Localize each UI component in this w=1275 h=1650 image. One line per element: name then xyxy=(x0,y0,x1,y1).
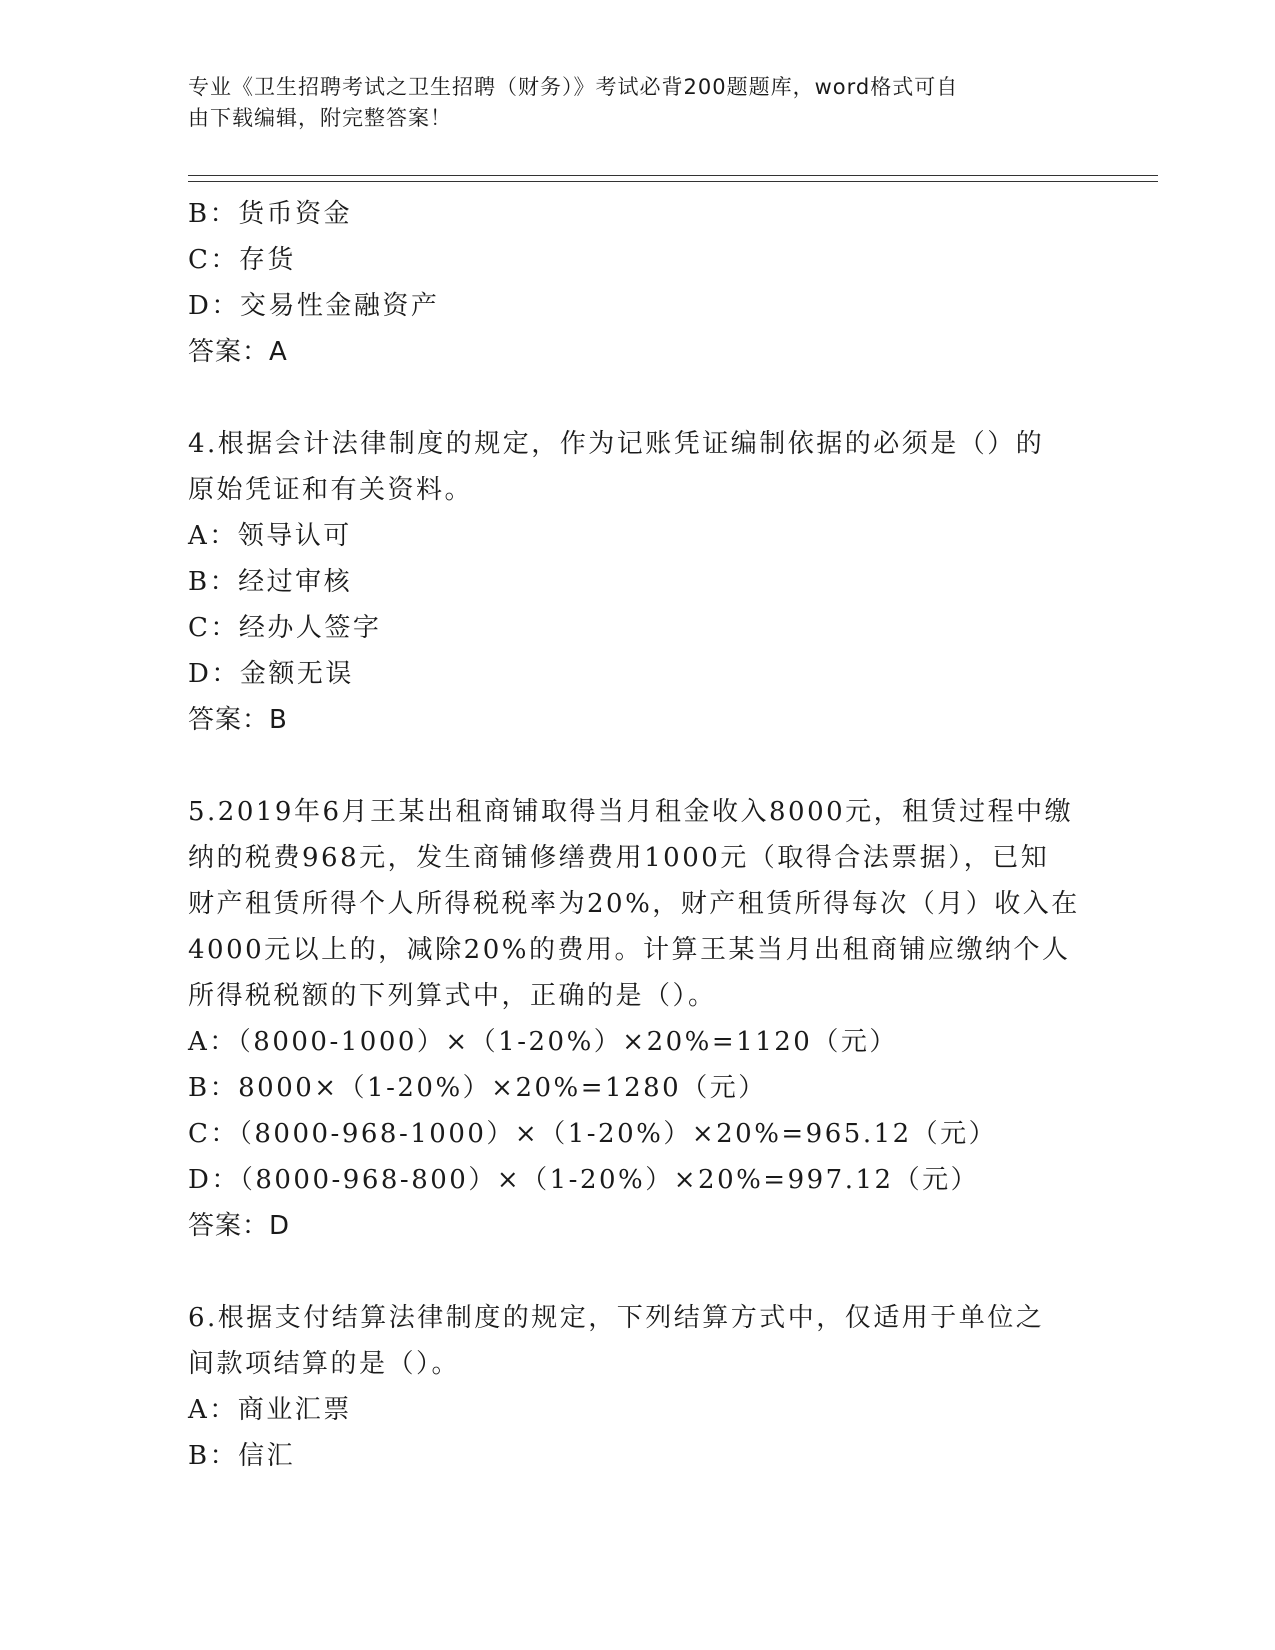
question-5 xyxy=(188,789,1088,1249)
question-text-line: 纳的税费968元，发生商铺修缮费用1000元（取得合法票据），已知 xyxy=(188,843,1050,873)
answer-line: 答案：D xyxy=(188,1211,291,1241)
header-divider-top xyxy=(188,175,1158,176)
question-text-line: 5.2019年6月王某出租商铺取得当月租金收入8000元，租赁过程中缴 xyxy=(188,797,1074,827)
header-divider-bottom xyxy=(188,181,1158,182)
option-c: C：经办人签字 xyxy=(188,613,382,643)
option-b: B：货币资金 xyxy=(188,199,353,229)
question-text-line: 所得税税额的下列算式中，正确的是（）。 xyxy=(188,981,717,1011)
option-b: B：8000×（1-20%）×20%=1280（元） xyxy=(188,1073,767,1103)
question-3-fragment xyxy=(188,191,1088,375)
question-4 xyxy=(188,421,1088,743)
option-a: A：商业汇票 xyxy=(188,1395,352,1425)
header-title-line-1: 专业《卫生招聘考试之卫生招聘（财务）》考试必背200题题库，word格式可自 xyxy=(188,75,959,99)
option-a: A：领导认可 xyxy=(188,521,352,551)
option-d: D：交易性金融资产 xyxy=(188,291,440,321)
question-text-line: 财产租赁所得个人所得税税率为20%，财产租赁所得每次（月）收入在 xyxy=(188,889,1080,919)
answer-line: 答案：A xyxy=(188,337,288,367)
question-text-line: 6.根据支付结算法律制度的规定，下列结算方式中，仅适用于单位之 xyxy=(188,1303,1045,1333)
document-header xyxy=(188,72,1068,134)
option-c: C：存货 xyxy=(188,245,296,275)
option-b: B：信汇 xyxy=(188,1441,296,1471)
option-c: C：（8000-968-1000）×（1-20%）×20%=965.12（元） xyxy=(188,1119,998,1149)
option-d: D：（8000-968-800）×（1-20%）×20%=997.12（元） xyxy=(188,1165,980,1195)
option-a: A：（8000-1000）×（1-20%）×20%=1120（元） xyxy=(188,1027,898,1057)
header-title-line-2: 由下载编辑，附完整答案！ xyxy=(188,106,452,130)
question-text-line: 原始凭证和有关资料。 xyxy=(188,475,474,505)
question-6 xyxy=(188,1295,1088,1479)
question-text-line: 4.根据会计法律制度的规定，作为记账凭证编制依据的必须是（）的 xyxy=(188,429,1045,459)
answer-line: 答案：B xyxy=(188,705,288,735)
option-b: B：经过审核 xyxy=(188,567,353,597)
question-text-line: 间款项结算的是（）。 xyxy=(188,1349,461,1379)
question-text-line: 4000元以上的，减除20%的费用。计算王某当月出租商铺应缴纳个人 xyxy=(188,935,1071,965)
option-d: D：金额无误 xyxy=(188,659,354,689)
document-body xyxy=(188,191,1088,1479)
